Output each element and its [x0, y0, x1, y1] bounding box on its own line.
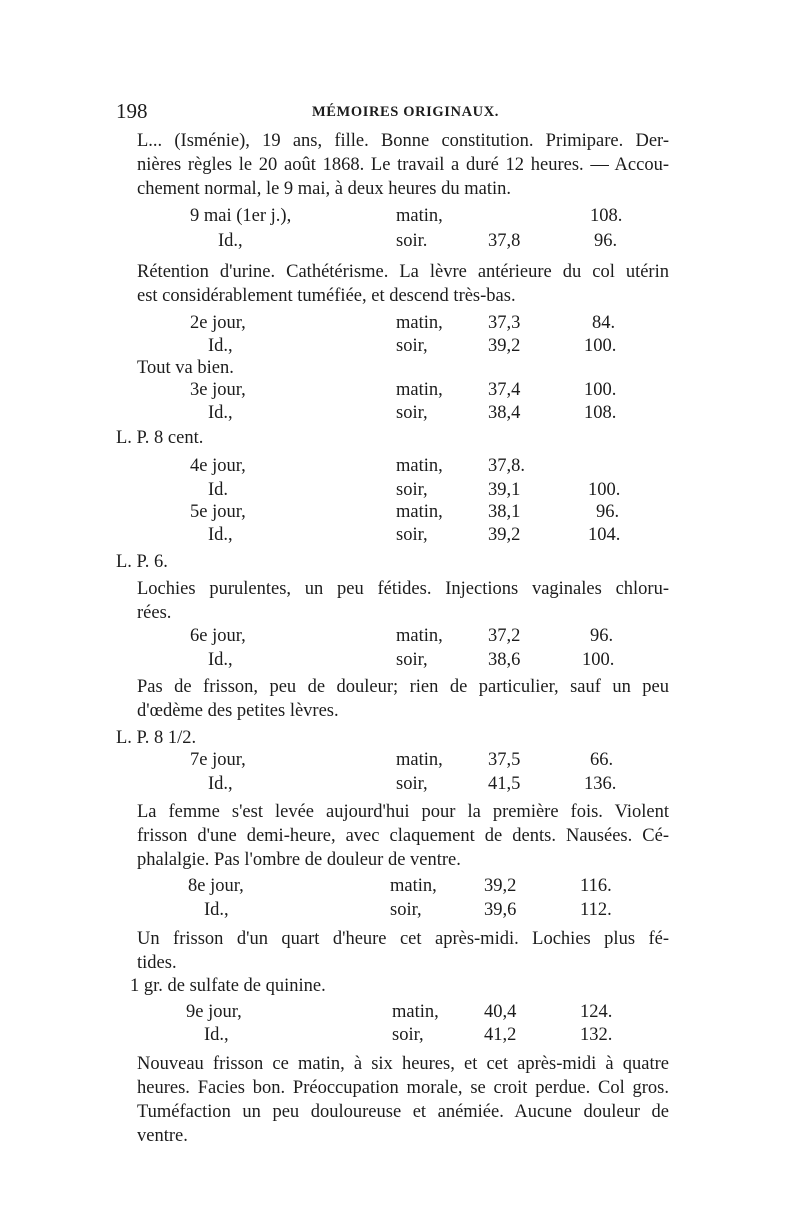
text-line: Lochies purulentes, un peu fétides. Injections vaginales chloru- — [137, 579, 669, 599]
text-line: rées. — [137, 603, 172, 623]
time-cell: matin, — [396, 313, 443, 333]
paragraph-retention — [113, 260, 669, 308]
text-line: Pas de frisson, peu de douleur; rien de particulier, sauf un peu — [137, 677, 669, 697]
temperature-cell: 37,5 — [488, 750, 521, 770]
day-cell: Id., — [218, 231, 243, 251]
text-line: La femme s'est levée aujourd'hui pour la première fois. Violent — [137, 802, 669, 822]
time-cell: matin, — [396, 502, 443, 522]
time-cell: soir, — [396, 525, 428, 545]
text-line: L... (Isménie), 19 ans, fille. Bonne constitution. Primipare. Der- — [137, 131, 669, 151]
pulse-cell: 66. — [590, 750, 614, 770]
pulse-cell: 96. — [594, 231, 618, 251]
text-line: d'œdème des petites lèvres. — [137, 701, 339, 721]
observation-row — [0, 334, 800, 358]
observation-row — [0, 454, 800, 478]
time-cell: matin, — [396, 626, 443, 646]
day-cell: 8e jour, — [188, 876, 244, 896]
temperature-cell: 37,4 — [488, 380, 521, 400]
text-line: Un frisson d'un quart d'heure cet après-midi. Lochies plus fé- — [137, 929, 669, 949]
running-title: MÉMOIRES ORIGINAUX. — [312, 104, 500, 120]
text-line: Tuméfaction un peu douloureuse et anémiée. Aucune douleur de — [137, 1102, 669, 1122]
text-line: frisson d'une demi-heure, avec claquement de dents. Nausées. Cé- — [137, 826, 669, 846]
observation-row — [0, 1000, 800, 1024]
text-line: nières règles le 20 août 1868. Le travail a duré 12 heures. — Accou- — [137, 155, 669, 175]
temperature-cell: 37,3 — [488, 313, 521, 333]
time-cell: matin, — [396, 456, 443, 476]
temperature-cell: 41,5 — [488, 774, 521, 794]
day-cell: Id., — [208, 403, 233, 423]
text-line: est considérablement tuméfiée, et descend très-bas. — [137, 286, 516, 306]
day-cell: 3e jour, — [190, 380, 246, 400]
note-text: 1 gr. de sulfate de quinine. — [130, 976, 326, 996]
paragraph-femme — [113, 800, 669, 872]
text-line: phalalgie. Pas l'ombre de douleur de ventre. — [137, 850, 461, 870]
observation-row — [0, 204, 800, 228]
day-cell: Id., — [208, 650, 233, 670]
paragraph-quart — [113, 927, 669, 975]
pulse-cell: 108. — [590, 206, 623, 226]
pulse-cell: 132. — [580, 1025, 613, 1045]
text-line: Nouveau frisson ce matin, à six heures, et cet après-midi à quatre — [137, 1054, 669, 1074]
day-cell: 2e jour, — [190, 313, 246, 333]
temperature-cell: 39,2 — [484, 876, 517, 896]
text-line: chement normal, le 9 mai, à deux heures du matin. — [137, 179, 511, 199]
time-cell: soir, — [396, 650, 428, 670]
day-cell: 5e jour, — [190, 502, 246, 522]
time-cell: matin, — [396, 380, 443, 400]
paragraph-nouveau — [113, 1052, 669, 1148]
time-cell: matin, — [396, 750, 443, 770]
note-text: L. P. 8 1/2. — [116, 728, 197, 748]
observation-row — [0, 648, 800, 672]
temperature-cell: 39,2 — [488, 525, 521, 545]
day-cell: Id., — [208, 774, 233, 794]
observation-row — [0, 401, 800, 425]
observation-row — [0, 229, 800, 253]
note-text: Tout va bien. — [137, 358, 234, 378]
pulse-cell: 100. — [584, 380, 617, 400]
time-cell: soir, — [396, 480, 428, 500]
time-cell: soir, — [390, 900, 422, 920]
temperature-cell: 37,2 — [488, 626, 521, 646]
temperature-cell: 37,8. — [488, 456, 525, 476]
pulse-cell: 100. — [582, 650, 615, 670]
temperature-cell: 39,6 — [484, 900, 517, 920]
observation-row — [0, 874, 800, 898]
pulse-cell: 84. — [592, 313, 616, 333]
temperature-cell: 37,8 — [488, 231, 521, 251]
pulse-cell: 136. — [584, 774, 617, 794]
temperature-cell: 38,1 — [488, 502, 521, 522]
observation-row — [0, 478, 800, 502]
observation-row — [0, 748, 800, 772]
text-line: ventre. — [137, 1126, 188, 1146]
note-text: L. P. 6. — [116, 552, 168, 572]
observation-row — [0, 624, 800, 648]
temperature-cell: 41,2 — [484, 1025, 517, 1045]
time-cell: soir. — [396, 231, 428, 251]
paragraph-frisson — [113, 675, 669, 723]
text-line: Rétention d'urine. Cathétérisme. La lèvre antérieure du col utérin — [137, 262, 669, 282]
temperature-cell: 39,1 — [488, 480, 521, 500]
observation-row — [0, 772, 800, 796]
pulse-cell: 116. — [580, 876, 612, 896]
day-cell: Id., — [208, 336, 233, 356]
time-cell: matin, — [390, 876, 437, 896]
observation-row — [0, 500, 800, 524]
day-cell: Id. — [208, 480, 229, 500]
pulse-cell: 96. — [590, 626, 614, 646]
day-cell: Id., — [204, 900, 229, 920]
day-cell: 9 mai (1er j.), — [190, 206, 292, 226]
intro-paragraph — [113, 129, 669, 201]
day-cell: 6e jour, — [190, 626, 246, 646]
day-cell: 9e jour, — [186, 1002, 242, 1022]
time-cell: matin, — [396, 206, 443, 226]
pulse-cell: 104. — [588, 525, 621, 545]
time-cell: soir, — [396, 336, 428, 356]
pulse-cell: 96. — [596, 502, 620, 522]
temperature-cell: 38,4 — [488, 403, 521, 423]
temperature-cell: 38,6 — [488, 650, 521, 670]
observation-row — [0, 311, 800, 335]
day-cell: Id., — [208, 525, 233, 545]
time-cell: soir, — [396, 403, 428, 423]
time-cell: matin, — [392, 1002, 439, 1022]
pulse-cell: 108. — [584, 403, 617, 423]
note-text: L. P. 8 cent. — [116, 428, 204, 448]
pulse-cell: 100. — [584, 336, 617, 356]
time-cell: soir, — [392, 1025, 424, 1045]
page-header — [116, 99, 676, 125]
temperature-cell: 40,4 — [484, 1002, 517, 1022]
text-line: heures. Facies bon. Préoccupation morale, se croit perdue. Col gros. — [137, 1078, 669, 1098]
time-cell: soir, — [396, 774, 428, 794]
text-line: tides. — [137, 953, 177, 973]
day-cell: 7e jour, — [190, 750, 246, 770]
observation-row — [0, 378, 800, 402]
day-cell: 4e jour, — [190, 456, 246, 476]
observation-row — [0, 1023, 800, 1047]
observation-row — [0, 523, 800, 547]
pulse-cell: 112. — [580, 900, 612, 920]
temperature-cell: 39,2 — [488, 336, 521, 356]
paragraph-lochies — [113, 577, 669, 625]
pulse-cell: 124. — [580, 1002, 613, 1022]
page-number: 198 — [116, 99, 148, 123]
observation-row — [0, 898, 800, 922]
day-cell: Id., — [204, 1025, 229, 1045]
pulse-cell: 100. — [588, 480, 621, 500]
